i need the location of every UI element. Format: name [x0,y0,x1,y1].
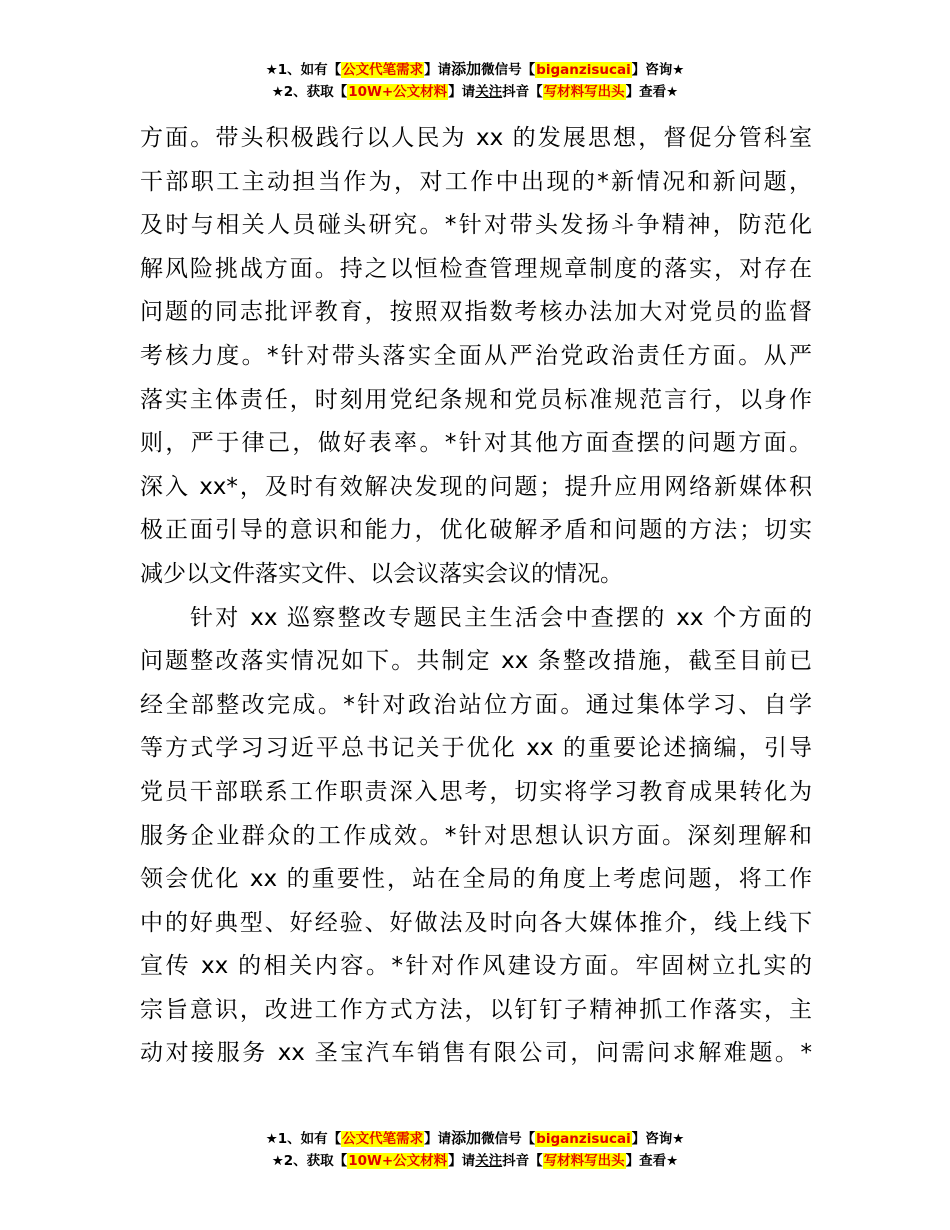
banner-text: ★1、如有【 [265,1131,342,1147]
banner-text: 】查看★ [625,84,679,100]
highlight-materials: 10W+公文材料 [348,1153,448,1169]
text-line: 等方式学习习近平总书记关于优化 xx 的重要论述摘编，引导 [140,735,812,762]
text-line: 中的好典型、好经验、好做法及时向各大媒体推介，线上线下 [140,909,812,936]
text-line: 则，严于律己，做好表率。*针对其他方面查摆的问题方面。 [140,430,812,457]
banner-text: 添加 [451,1129,482,1147]
paragraph-1 [140,117,812,597]
highlight-wechat-id: biganzisucai [536,1131,631,1147]
banner-text: 】请 [448,1153,476,1169]
text-line: 动对接服务 xx 圣宝汽车销售有限公司，问需问求解难题。* [140,1040,812,1067]
text-line: 问题整改落实情况如下。共制定 xx 条整改措施，截至目前已 [140,648,812,675]
text-line: 领会优化 xx 的重要性，站在全局的角度上考虑问题，将工作 [140,866,812,893]
banner-text: 抖音【 [502,84,543,100]
banner-text: 】请 [424,62,452,78]
banner-text: 添加 [451,60,482,78]
banner-text: ★2、获取【 [271,84,348,100]
banner-line-2 [0,1150,950,1172]
text-line: 考核力度。*针对带头落实全面从严治党政治责任方面。从严 [140,342,812,369]
text-line: 针对 xx 巡察整改专题民主生活会中查摆的 xx 个方面的 [190,604,812,631]
text-line: 宣传 xx 的相关内容。*针对作风建设方面。牢固树立扎实的 [140,953,812,980]
text-line: 经全部整改完成。*针对政治站位方面。通过集体学习、自学 [140,691,812,718]
highlight-douyin: 写材料写出头 [543,84,625,100]
text-line: 深入 xx*，及时有效解决发现的问题；提升应用网络新媒体积 [140,473,812,500]
text-line: 宗旨意识，改进工作方式方法，以钉钉子精神抓工作落实，主 [140,996,812,1023]
banner-text: 】请 [424,1131,452,1147]
text-line: 方面。带头积极践行以人民为 xx 的发展思想，督促分管科室 [140,125,812,151]
banner-text: 】查看★ [625,1153,679,1169]
banner-text: 微信号【 [481,1131,536,1147]
footer-banner [0,1127,950,1172]
paragraph-2 [140,597,812,1077]
banner-text: 微信号【 [481,62,536,78]
text-line: 干部职工主动担当作为，对工作中出现的*新情况和新问题， [140,168,812,195]
banner-line-1 [0,58,950,81]
banner-text: ★1、如有【 [265,62,342,78]
banner-text: 】请 [448,84,476,100]
text-line: 党员干部联系工作职责深入思考，切实将学习教育成果转化为 [140,778,812,805]
text-line: 落实主体责任，时刻用党纪条规和党员标准规范言行，以身作 [140,386,812,413]
banner-text: 抖音【 [502,1153,543,1169]
text-line: 解风险挑战方面。持之以恒检查管理规章制度的落实，对存在 [140,255,812,282]
highlight-materials: 10W+公文材料 [348,84,448,100]
banner-text: 】咨询★ [631,1131,685,1147]
banner-text: 】咨询★ [631,62,685,78]
highlight-wechat-id: biganzisucai [536,62,631,78]
text-line: 服务企业群众的工作成效。*针对思想认识方面。深刻理解和 [140,822,812,849]
banner-text: ★2、获取【 [271,1153,348,1169]
banner-line-1 [0,1127,950,1150]
banner-line-2 [0,81,950,103]
highlight-douyin: 写材料写出头 [543,1153,625,1169]
banner-text: 关注 [475,84,503,100]
text-line: 极正面引导的意识和能力，优化破解矛盾和问题的方法；切实 [140,517,812,544]
banner-text: 关注 [475,1153,503,1169]
header-banner [0,58,950,103]
document-body [140,117,812,1076]
text-line: 及时与相关人员碰头研究。*针对带头发扬斗争精神，防范化 [140,212,812,239]
text-line: 问题的同志批评教育，按照双指数考核办法加大对党员的监督 [140,299,812,326]
highlight-service: 公文代笔需求 [342,62,424,78]
text-line: 减少以文件落实文件、以会议落实会议的情况。 [140,560,623,587]
highlight-service: 公文代笔需求 [342,1131,424,1147]
